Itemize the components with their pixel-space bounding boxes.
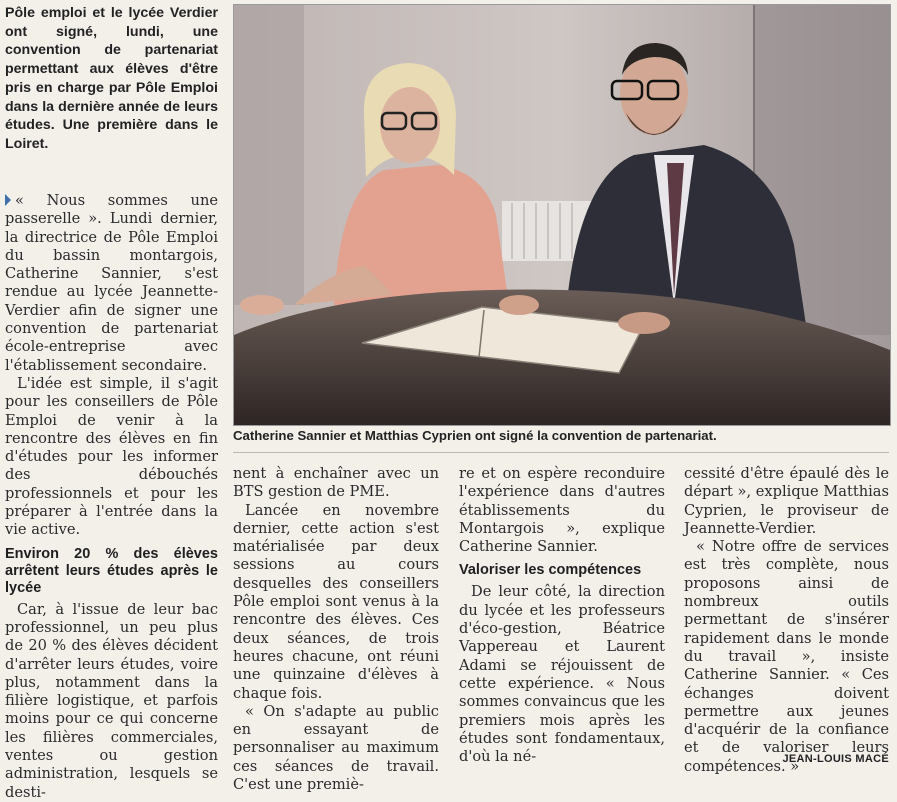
column-2 — [233, 465, 439, 794]
bullet-icon — [5, 194, 11, 206]
article-photo — [233, 4, 891, 426]
col2-paragraph-3: « On s'adapte au public en essayant de personnaliser au maximum ces séances de travail. C'est une premiè- — [233, 702, 439, 794]
col4-paragraph-2: « Notre offre de services est très complète, nous proposons ainsi de nombreux outils permettant de s'insérer rapidement dans le monde du travail », insiste Catherine Sannier. « Ces échanges doivent permettre aux jeunes d'acquérir de la confiance et de valoriser leurs compétences. » — [684, 538, 889, 775]
col3-paragraph-1: re et on espère reconduire l'expérience dans d'autres établissements du Montargois », explique Catherine Sannier. — [459, 465, 665, 556]
col2-paragraph-2: Lancée en novembre dernier, cette action s'est matérialisée par deux sessions au cours desquelles des conseillers Pôle emploi sont venus à la rencontre des élèves. Ces deux séances, de trois heures chacune, ont réuni une quinzaine d'élèves à chaque fois. — [233, 501, 439, 702]
col4-paragraph-1: cessité d'être épaulé dès le départ », explique Matthias Cyprien, le proviseur de Jeannette-Verdier. — [684, 465, 889, 537]
column-3 — [459, 465, 665, 766]
col1-paragraph-1: « Nous sommes une passerelle ». Lundi dernier, la directrice de Pôle Emploi du bassin montargois, Catherine Sannier, s'est rendue au lycée Jeannette-Verdier afin de signer une convention de partenariat école-entreprise avec l'établissement secondaire. — [5, 192, 218, 374]
article-lead: Pôle emploi et le lycée Verdier ont signé, lundi, une convention de partenariat permettant aux élèves d'être pris en charge par Pôle Emploi dans la dernière année de leurs études. Une première dans le Loiret. — [5, 5, 218, 152]
column-4 — [684, 465, 889, 776]
photo-caption: Catherine Sannier et Matthias Cyprien ont signé la convention de partenariat. — [233, 428, 717, 443]
col3-paragraph-2: De leur côté, la direction du lycée et les professeurs d'éco-gestion, Béatrice Vappereau et Laurent Adami se réjouissent de cette expérience. « Nous sommes convaincus que les premiers mois après les études sont fondamentaux, d'où la né- — [459, 583, 665, 766]
col2-paragraph-1: nent à enchaîner avec un BTS gestion de PME. — [233, 465, 439, 501]
column-1 — [5, 192, 218, 802]
caption-divider — [233, 452, 889, 453]
subheading-2: Valoriser les compétences — [459, 562, 642, 579]
author-byline: JEAN-LOUIS MACÉ — [782, 753, 889, 765]
col1-paragraph-3: Car, à l'issue de leur bac professionnel, un peu plus de 20 % des élèves décident d'arrêter leurs études, voire plus, notamment dans la filière logistique, et parfois moins pour ce qui concerne les filières commerciales, ventes ou gestion administration, lesquels se desti- — [5, 600, 218, 801]
subheading-1: Environ 20 % des élèves arrêtent leurs études après le lycée — [5, 545, 218, 596]
col1-paragraph-2: L'idée est simple, il s'agit pour les conseillers de Pôle Emploi de venir à la rencontre des élèves en fin d'études pour les informer des débouchés professionnels et pour les préparer à l'entrée dans la vie active. — [5, 374, 218, 539]
